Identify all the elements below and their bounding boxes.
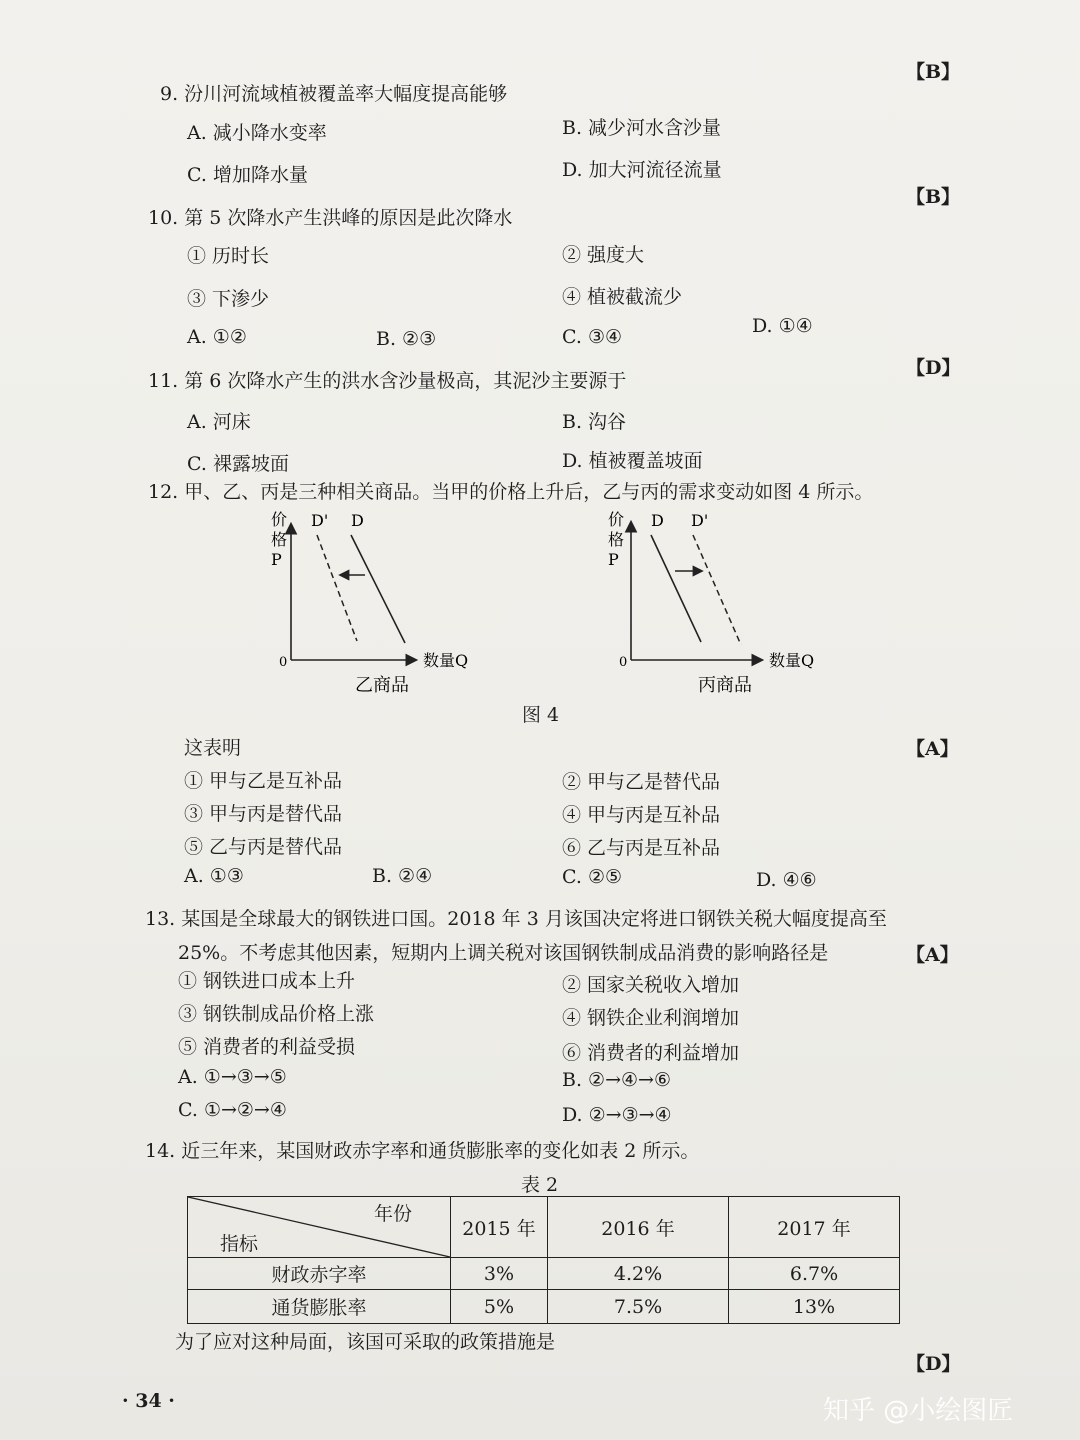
- q9-option-b: B. 减少河水含沙量: [562, 117, 722, 139]
- q11-option-d: D. 植被覆盖坡面: [562, 450, 703, 472]
- q13-stem-line1: 13. 某国是全球最大的钢铁进口国。2018 年 3 月该国决定将进口钢铁关税大幅度提高至: [145, 908, 887, 930]
- q10-item-3: ③ 下渗少: [187, 288, 270, 310]
- q10-item-1: ① 历时长: [187, 245, 270, 267]
- q14-stem: 14. 近三年来，某国财政赤字率和通货膨胀率的变化如表 2 所示。: [145, 1140, 700, 1162]
- q12-item-1: ① 甲与乙是互补品: [184, 770, 343, 792]
- q13-option-c: C. ①→②→④: [178, 1099, 287, 1121]
- q10-option-a: A. ①②: [187, 326, 247, 348]
- row-label-deficit: 财政赤字率: [188, 1258, 451, 1290]
- q13-item-3: ③ 钢铁制成品价格上涨: [178, 1003, 375, 1025]
- q10-item-4: ④ 植被截流少: [562, 286, 683, 308]
- figure-4-title: 图 4: [522, 704, 560, 726]
- bing-y-label-1: 价: [608, 510, 625, 529]
- q11-stem: 11. 第 6 次降水产生的洪水含沙量极高，其泥沙主要源于: [148, 370, 627, 392]
- q12-item-4: ④ 甲与丙是互补品: [562, 804, 721, 826]
- bing-caption: 丙商品: [698, 675, 752, 696]
- q10-option-d: D. ①④: [752, 315, 813, 337]
- watermark: 知乎 @小绘图匠: [823, 1396, 1014, 1426]
- deficit-2016: 4.2%: [548, 1258, 729, 1290]
- q12-option-d: D. ④⑥: [756, 869, 817, 891]
- q12-item-6: ⑥ 乙与丙是互补品: [562, 837, 721, 859]
- q13-option-a: A. ①→③→⑤: [178, 1066, 287, 1088]
- q12-stem: 12. 甲、乙、丙是三种相关商品。当甲的价格上升后，乙与丙的需求变动如图 4 所示。: [148, 481, 874, 503]
- deficit-2017: 6.7%: [729, 1258, 900, 1290]
- table-row: [188, 1290, 900, 1324]
- bing-curve-d: [651, 535, 701, 642]
- q13-item-4: ④ 钢铁企业利润增加: [562, 1007, 740, 1029]
- yi-y-label-1: 价: [271, 510, 288, 529]
- table-row: [188, 1258, 900, 1290]
- q9-option-a: A. 减小降水变率: [187, 122, 327, 144]
- q13-item-6: ⑥ 消费者的利益增加: [562, 1042, 740, 1064]
- q10-option-c: C. ③④: [562, 326, 623, 348]
- chart-bing-goods: [608, 510, 814, 696]
- answer-q10: 【B】: [906, 186, 961, 208]
- q12-item-2: ② 甲与乙是替代品: [562, 771, 721, 793]
- table-2: [187, 1196, 900, 1324]
- bing-y-label-3: P: [608, 550, 619, 569]
- corner-indicator-label: 指标: [220, 1233, 259, 1255]
- answer-top: 【B】: [906, 61, 961, 83]
- q10-stem: 10. 第 5 次降水产生洪峰的原因是此次降水: [148, 207, 513, 229]
- q12-option-b: B. ②④: [372, 865, 433, 887]
- bing-y-label-2: 格: [608, 530, 625, 549]
- q13-option-d: D. ②→③→④: [562, 1104, 672, 1126]
- yi-caption: 乙商品: [355, 675, 409, 696]
- year-2016: 2016 年: [548, 1197, 729, 1258]
- answer-q13: 【A】: [906, 944, 959, 966]
- yi-y-label-3: P: [271, 550, 282, 569]
- q13-item-2: ② 国家关税收入增加: [562, 974, 740, 996]
- corner-year-label: 年份: [374, 1203, 413, 1225]
- table-2-title: 表 2: [521, 1174, 559, 1196]
- yi-curve-d-prime: [317, 535, 357, 641]
- q10-option-b: B. ②③: [376, 328, 437, 350]
- q13-stem-line2: 25%。不考虑其他因素，短期内上调关税对该国钢铁制成品消费的影响路径是: [178, 942, 829, 964]
- figure-4-diagrams: [255, 505, 815, 696]
- row-label-inflation: 通货膨胀率: [188, 1290, 451, 1324]
- q13-item-1: ① 钢铁进口成本上升: [178, 970, 356, 992]
- answer-q14: 【D】: [906, 1353, 961, 1375]
- q9-option-c: C. 增加降水量: [187, 164, 308, 186]
- q11-option-b: B. 沟谷: [562, 411, 627, 433]
- answer-q12: 【A】: [906, 738, 959, 760]
- inflation-2016: 7.5%: [548, 1290, 729, 1324]
- bing-origin: 0: [619, 655, 628, 670]
- deficit-2015: 3%: [451, 1258, 548, 1290]
- q11-option-a: A. 河床: [187, 411, 251, 433]
- q10-item-2: ② 强度大: [562, 244, 645, 266]
- yi-origin: 0: [279, 655, 288, 670]
- year-2015: 2015 年: [451, 1197, 548, 1258]
- year-2017: 2017 年: [729, 1197, 900, 1258]
- q9-option-d: D. 加大河流径流量: [562, 159, 722, 181]
- q12-option-c: C. ②⑤: [562, 866, 623, 888]
- q13-item-5: ⑤ 消费者的利益受损: [178, 1036, 356, 1058]
- yi-curve-d: [351, 535, 405, 643]
- yi-label-d: D: [351, 511, 364, 530]
- chart-yi-goods: [271, 510, 468, 696]
- page-number: · 34 ·: [122, 1390, 175, 1412]
- bing-label-d: D: [651, 511, 664, 530]
- yi-y-label-2: 格: [271, 530, 288, 549]
- inflation-2015: 5%: [451, 1290, 548, 1324]
- q12-item-3: ③ 甲与丙是替代品: [184, 803, 343, 825]
- q14-follow: 为了应对这种局面，该国可采取的政策措施是: [175, 1331, 556, 1353]
- q11-option-c: C. 裸露坡面: [187, 453, 289, 475]
- q9-stem: 9. 汾川河流域植被覆盖率大幅度提高能够: [160, 83, 508, 105]
- answer-q11: 【D】: [906, 357, 961, 379]
- yi-label-d-prime: D': [311, 511, 329, 530]
- bing-curve-d-prime: [693, 535, 741, 645]
- yi-x-label: 数量Q: [423, 651, 469, 670]
- bing-label-d-prime: D': [691, 511, 709, 530]
- bing-x-label: 数量Q: [769, 651, 815, 670]
- q12-lead: 这表明: [184, 737, 242, 759]
- q13-option-b: B. ②→④→⑥: [562, 1069, 671, 1091]
- q12-item-5: ⑤ 乙与丙是替代品: [184, 836, 343, 858]
- q12-option-a: A. ①③: [184, 865, 244, 887]
- table-header-row: [188, 1197, 900, 1258]
- table-corner-cell: [188, 1197, 451, 1258]
- inflation-2017: 13%: [729, 1290, 900, 1324]
